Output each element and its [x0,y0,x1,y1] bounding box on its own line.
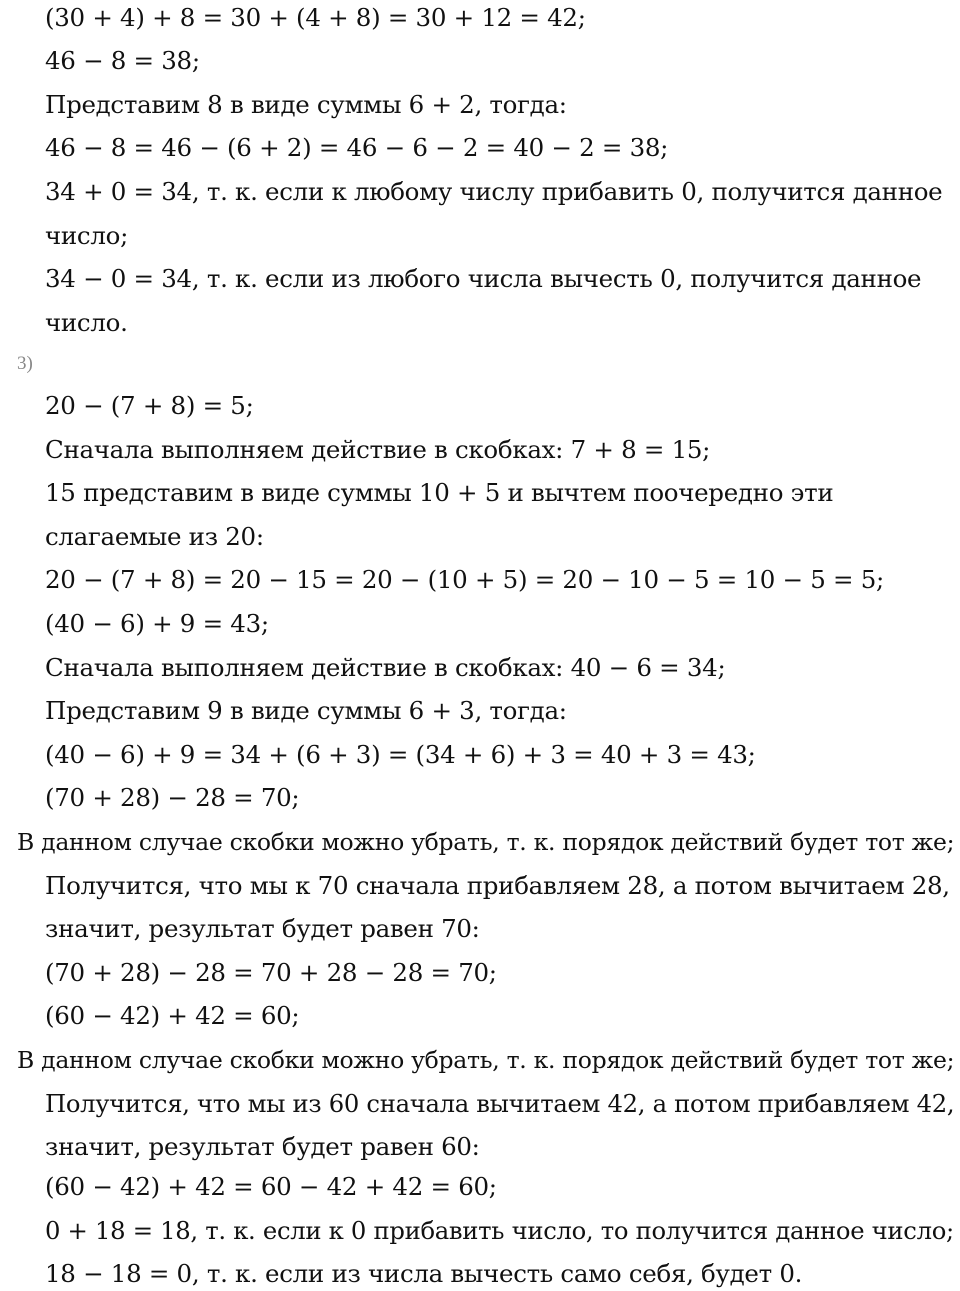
text-line: (60 − 42) + 42 = 60 − 42 + 42 = 60; [45,1172,497,1201]
text-line: Сначала выполняем действие в скобках: 40 − 6 = 34; [45,653,726,682]
text-line: 34 − 0 = 34, т. к. если из любого числа вычесть 0, получится данное [45,264,922,293]
text-line: 18 − 18 = 0, т. к. если из числа вычесть само себя, будет 0. [45,1259,803,1288]
text-line: (40 − 6) + 9 = 43; [45,609,269,638]
text-line: Получится, что мы к 70 сначала прибавляем 28, а потом вычитаем 28, [45,871,950,900]
text-line: 0 + 18 = 18, т. к. если к 0 прибавить число, то получится данное число; [45,1216,954,1245]
text-line: 20 − (7 + 8) = 20 − 15 = 20 − (10 + 5) = 20 − 10 − 5 = 10 − 5 = 5; [45,565,884,594]
text-line: число; [45,221,129,250]
text-line: В данном случае скобки можно убрать, т. к. порядок действий будет тот же; [17,828,955,856]
text-line: 46 − 8 = 38; [45,46,200,75]
text-line: В данном случае скобки можно убрать, т. к. порядок действий будет тот же; [17,1046,955,1074]
text-line: 46 − 8 = 46 − (6 + 2) = 46 − 6 − 2 = 40 − 2 = 38; [45,133,669,162]
text-line: число. [45,308,128,337]
text-line: 15 представим в виде суммы 10 + 5 и вычтем поочередно эти [45,478,834,507]
text-line: Получится, что мы из 60 сначала вычитаем 42, а потом прибавляем 42, [45,1089,955,1118]
text-line: значит, результат будет равен 70: [45,914,480,943]
text-line: Сначала выполняем действие в скобках: 7 + 8 = 15; [45,435,711,464]
section-number: 3) [17,353,33,374]
text-line: 34 + 0 = 34, т. к. если к любому числу прибавить 0, получится данное [45,177,943,206]
text-line: значит, результат будет равен 60: [45,1132,480,1161]
text-line: (70 + 28) − 28 = 70 + 28 − 28 = 70; [45,958,497,987]
text-line: Представим 8 в виде суммы 6 + 2, тогда: [45,90,567,119]
text-line: 20 − (7 + 8) = 5; [45,391,254,420]
text-line: (30 + 4) + 8 = 30 + (4 + 8) = 30 + 12 = 42; [45,3,586,32]
text-line: (40 − 6) + 9 = 34 + (6 + 3) = (34 + 6) + 3 = 40 + 3 = 43; [45,740,756,769]
text-line: (60 − 42) + 42 = 60; [45,1001,300,1030]
text-line: слагаемые из 20: [45,522,264,551]
text-line: Представим 9 в виде суммы 6 + 3, тогда: [45,696,567,725]
text-line: (70 + 28) − 28 = 70; [45,783,300,812]
